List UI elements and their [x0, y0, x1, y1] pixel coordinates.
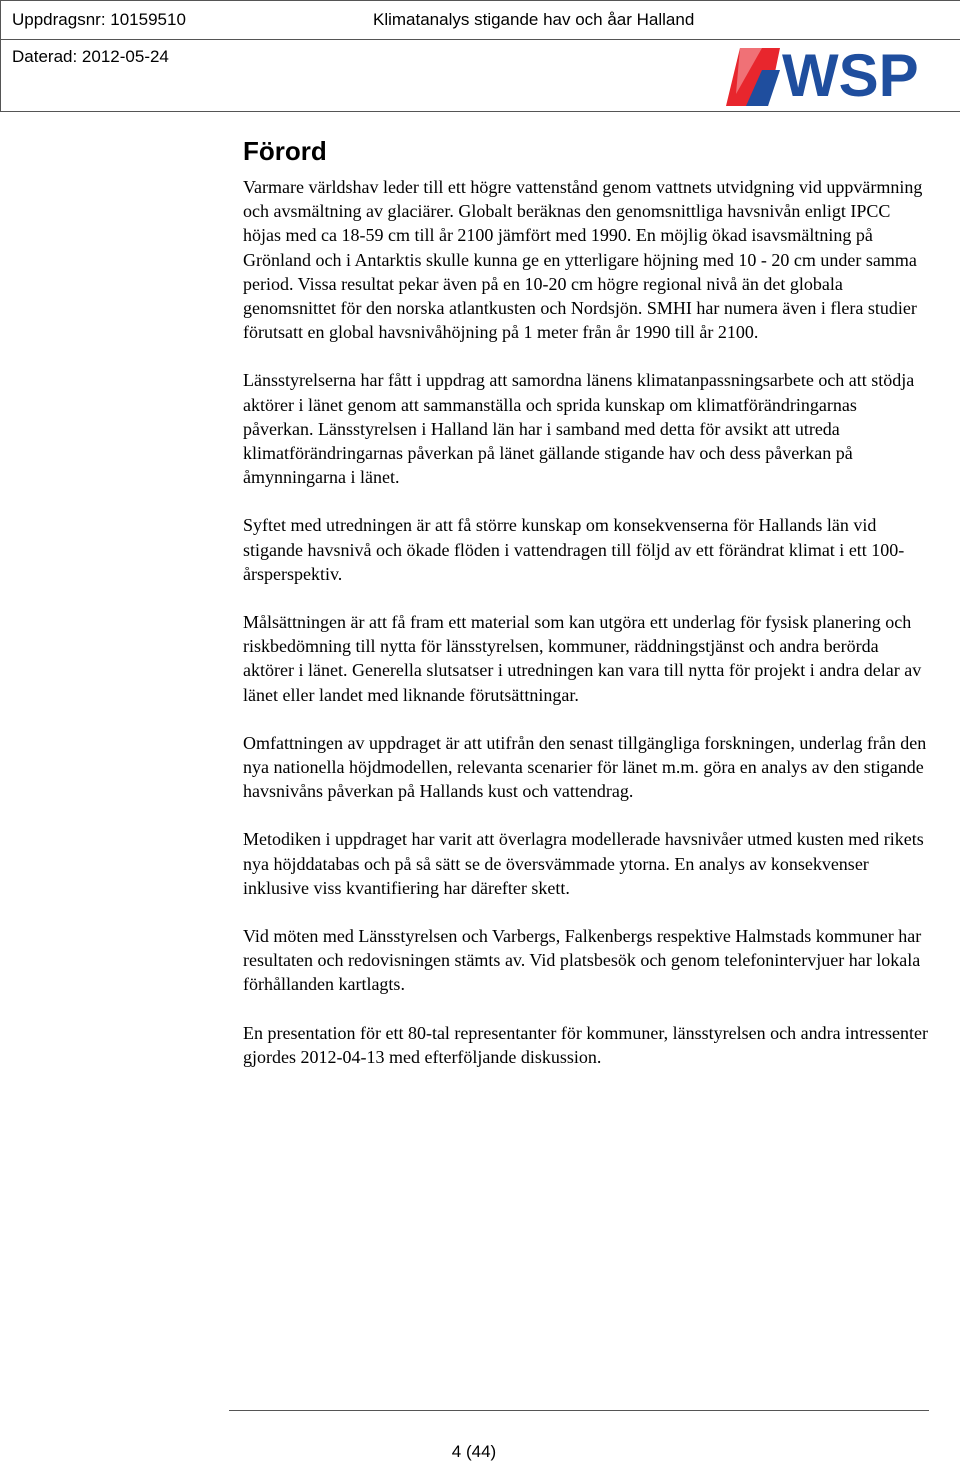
report-title: Klimatanalys stigande hav och åar Halland — [373, 10, 695, 29]
paragraph-4: Målsättningen är att få fram ett material som kan utgöra ett underlag för fysisk planering och riskbedömning till nytta för länsstyrelsen, kommuner, räddningstjänst och andra berörda aktörer i länet. Generella slutsatser i utredningen kan vara till nytta för projekt i andra delar av länet eller landet med liknande förutsättningar. — [243, 612, 922, 705]
date-label: Daterad: 2012-05-24 — [12, 47, 169, 66]
page-header — [0, 0, 960, 112]
wsp-logo-graphic — [722, 42, 922, 108]
header-bottom-border — [0, 111, 960, 112]
paragraph-6: Metodiken i uppdraget har varit att överlagra modellerade havsnivåer utmed kusten med rikets nya höjddatabas och på så sätt se de översvämmade ytorna. En analys av konsekvenser inklusive viss kvantifiering har därefter skett. — [243, 829, 924, 898]
paragraph-7: Vid möten med Länsstyrelsen och Varbergs, Falkenbergs respektive Halmstads kommuner har resultaten och redovisningen stämts av. Vid platsbesök och genom telefonintervjuer har lokala förhållanden kartlagts. — [243, 926, 922, 995]
header-left-border — [0, 0, 1, 112]
paragraph-1: Varmare världshav leder till ett högre vattenstånd genom vattnets utvidgning vid uppvärmning och avsmältning av glaciärer. Globalt beräknas den genomsnittliga havsnivån enligt IPCC höjas med ca 18-59 cm till år 2100 jämfört med 1990. En möjlig ökad isavsmältning på Grönland och i Antarktis skulle kunna ge en ytterligare höjning med 10 - 20 cm under samma period. Vissa resultat pekar även på en 10-20 cm högre regional nivå än det globala genomsnittet för den norska atlantkusten och Nordsjön. SMHI har numera även i flera studier förutsatt en global havsnivåhöjning på 1 meter från år 1990 till år 2100. — [243, 177, 923, 343]
page-number: 4 (44) — [451, 1442, 497, 1461]
paragraph-5: Omfattningen av uppdraget är att utifrån den senast tillgängliga forskningen, underlag från den nya nationella höjdmodellen, relevanta scenarier för länet m.m. göra en analys av den stigande havsnivåns påverkan på Hallands kust och vattendrag. — [243, 732, 927, 802]
header-divider — [0, 39, 960, 40]
wsp-logo — [722, 42, 922, 108]
logo-text: WSP — [782, 42, 919, 108]
footer-divider — [229, 1410, 929, 1411]
paragraph-8: En presentation för ett 80-tal representanter för kommuner, länsstyrelsen och andra intressenter gjordes 2012-04-13 med efterföljande diskussion. — [243, 1022, 929, 1067]
assignment-number: Uppdragsnr: 10159510 — [12, 10, 186, 29]
paragraph-3: Syftet med utredningen är att få större kunskap om konsekvenserna för Hallands län vid stigande havsnivå och ökade flöden i vattendragen till följd av ett förändrat klimat i ett 100-årsperspektiv. — [243, 515, 905, 584]
header-top-border — [0, 0, 960, 1]
section-heading: Förord — [243, 136, 327, 166]
paragraph-2: Länsstyrelserna har fått i uppdrag att samordna länens klimatanpassningsarbete och att stödja aktörer i länet genom att sammanställa och sprida kunskap om klimatförändringarnas påverkan. Länsstyrelsen i Halland län har i samband med detta för avsikt att utreda klimatförändringarnas påverkan på länet gällande stigande hav och dess påverkan på åmynningarna i länet. — [243, 370, 915, 488]
document-body — [243, 133, 929, 1093]
